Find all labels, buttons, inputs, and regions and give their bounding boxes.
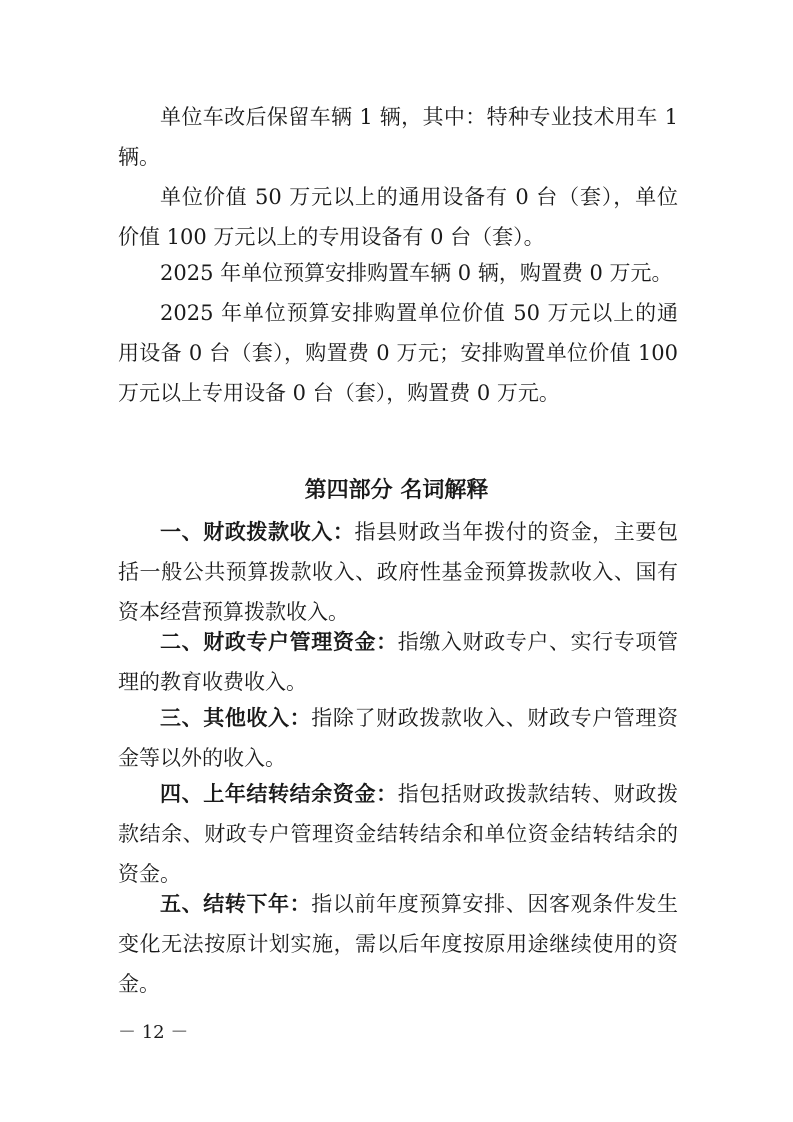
term-name-5: 五、结转下年： <box>160 892 312 916</box>
paragraph-vehicles-retained: 单位车改后保留车辆 1 辆，其中：特种专业技术用车 1 辆。 <box>118 105 678 169</box>
term-name-4: 四、上年结转结余资金： <box>160 782 398 806</box>
term-text-2: 指缴入财政专户、实行专项管理的教育收费收入。 <box>118 630 679 694</box>
term-text-4: 指包括财政拨款结转、财政拨款结余、财政专户管理资金结转结余和单位资金结转结余的资金。 <box>118 782 679 886</box>
paragraph-vehicle-purchase: 2025 年单位预算安排购置车辆 0 辆，购置费 0 万元。 <box>160 261 673 285</box>
term-definition-3 <box>118 698 678 778</box>
term-name-3: 三、其他收入： <box>160 706 312 730</box>
term-name-1: 一、财政拨款收入： <box>160 520 355 544</box>
term-text-1: 指县财政当年拨付的资金，主要包括一般公共预算拨款收入、政府性基金预算拨款收入、国有资本经营预算拨款收入。 <box>118 520 679 624</box>
term-definition-1 <box>118 512 678 632</box>
paragraph-equipment-owned: 单位价值 50 万元以上的通用设备有 0 台（套），单位价值 100 万元以上的专用设备有 0 台（套）。 <box>118 185 678 249</box>
page-number: － 12 － <box>118 1022 189 1043</box>
term-definition-2 <box>118 622 678 702</box>
section-title: 第四部分 名词解释 <box>304 478 489 503</box>
paragraph-equipment-purchase: 2025 年单位预算安排购置单位价值 50 万元以上的通用设备 0 台（套），购置费 0 万元；安排购置单位价值 100 万元以上专用设备 0 台（套），购置费 0 万元。 <box>118 301 678 405</box>
term-definition-5 <box>118 884 678 1004</box>
term-text-3: 指除了财政拨款收入、财政专户管理资金等以外的收入。 <box>118 706 679 770</box>
term-name-2: 二、财政专户管理资金： <box>160 630 398 654</box>
term-definition-4 <box>118 774 678 894</box>
term-text-5: 指以前年度预算安排、因客观条件发生变化无法按原计划实施，需以后年度按原用途继续使用的资金。 <box>118 892 679 996</box>
